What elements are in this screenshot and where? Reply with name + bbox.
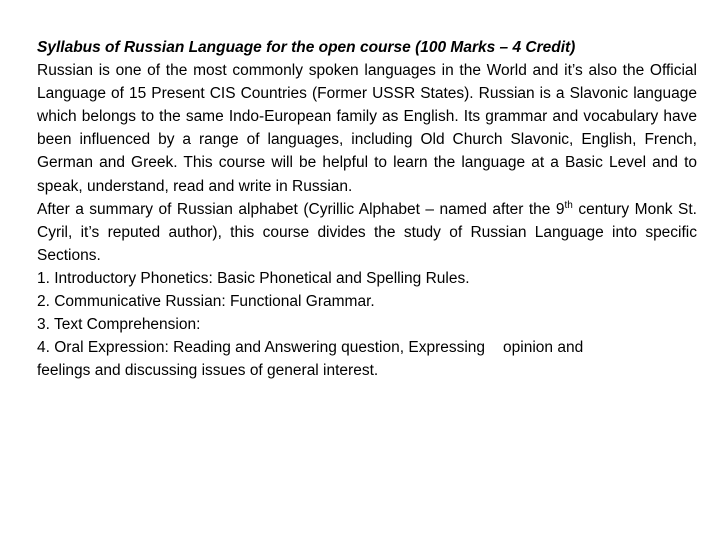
section-item-3: 3. Text Comprehension: bbox=[37, 316, 201, 334]
section-item-4-part1: 4. Oral Expression: Reading and Answering question, Expressing bbox=[37, 339, 486, 357]
section-item-1: 1. Introductory Phonetics: Basic Phonetical and Spelling Rules. bbox=[37, 269, 470, 287]
intro-paragraph: Russian is one of the most commonly spoken languages in the World and it’s also the Official Language of 15 Present CIS Countries (Former USSR States). Russian is a Slavonic language which belongs to the same Indo-European family as English. Its grammar and vocabulary have been influenced by a range of languages, including Old Church Slavonic, English, French, German and Greek. This course will be helpful to learn the language at a Basic Level and to speak, understand, read and write in Russian. bbox=[37, 62, 697, 195]
summary-superscript: th bbox=[564, 199, 573, 211]
summary-text-part1: After a summary of Russian alphabet (Cyrillic Alphabet – named after the 9 bbox=[37, 200, 565, 218]
summary-text-part2: century Monk St. Cyril, it’s reputed author), this course divides the study of Russian Language into specific Sections. bbox=[37, 200, 697, 264]
section-item-2: 2. Communicative Russian: Functional Grammar. bbox=[37, 293, 375, 311]
section-item-4-part3: feelings and discussing issues of general interest. bbox=[37, 362, 379, 380]
syllabus-title: Syllabus of Russian Language for the open course (100 Marks – 4 Credit) bbox=[37, 39, 576, 56]
summary-paragraph bbox=[37, 198, 697, 267]
syllabus-text bbox=[37, 36, 697, 382]
section-item-4 bbox=[37, 336, 697, 382]
section-item-4-part2: opinion and bbox=[503, 339, 584, 357]
